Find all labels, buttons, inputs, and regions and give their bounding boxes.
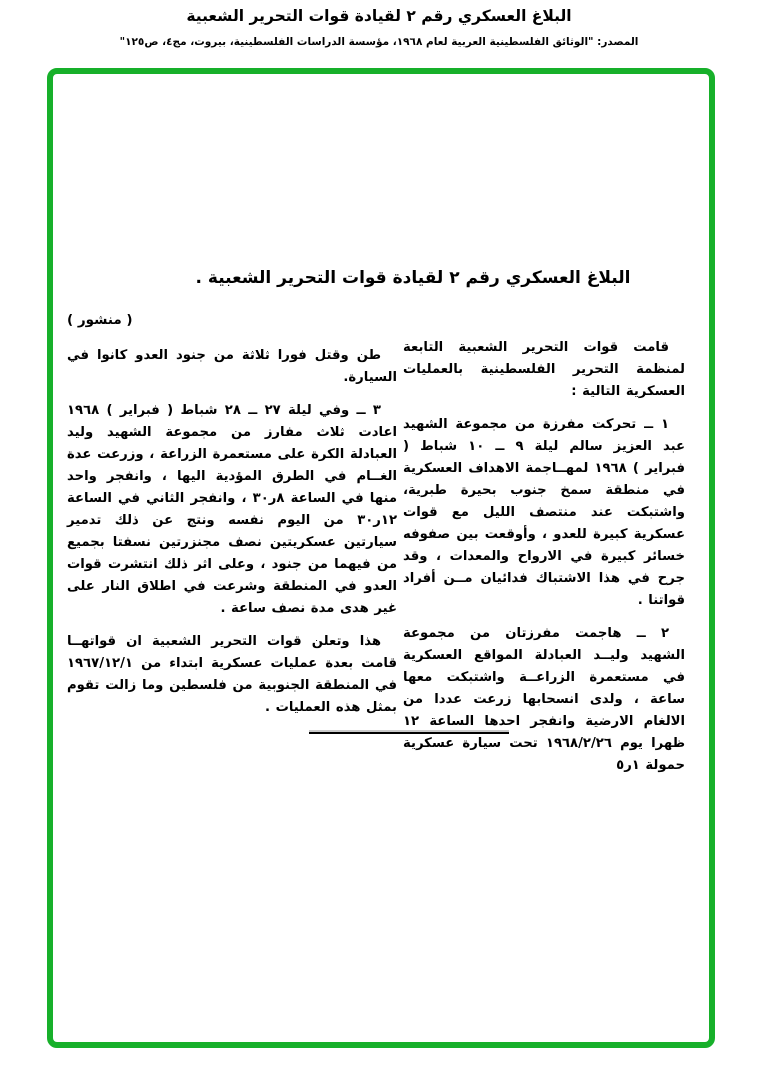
paragraph: قامت قوات التحرير الشعبية التابعة لمنظمة التحرير الفلسطينية بالعمليات العسكرية التالية :: [403, 340, 685, 399]
paragraph: ٣ ــ وفي ليلة ٢٧ ــ ٢٨ شباط ( فبراير ) ١٩٦٨ اعادت ثلاث مفارز من مجموعة الشهيد وليد العبادلة الكرة على مستعمرة الزراعة ، وزرعت عدة الغــام في الطرق المؤدية اليها ، وانفجر واحد منها في الساعة ٨ر٣٠ ، وانفجر الثاني في الساعة ١٢ر٣٠ من اليوم نفسه ونتج عن ذلك تدمير سيارتين عسكريتين نصف مجنزرتين نسفتا بجميع من فيهما من جنود ، وعلى اثر ذلك انتشرت قوات العدو في المنطقة وشرعت في اطلاق النار على غير هدى مدة نصف ساعة .: [67, 403, 397, 616]
paragraph: ١ ــ تحركت مفرزة من مجموعة الشهيد عبد العزيز سالم ليلة ٩ ــ ١٠ شباط ( فبراير ) ١٩٦٨ لمهــاجمة الاهداف العسكرية في منطقة سمخ جنوب بحيرة طبرية، واشتبكت عند منتصف الليل مع قوات عسكرية كبيرة للعدو ، وأوقعت بين صفوفه خسائر كبيرة في الارواح والمعدات ، وقد جرح في هذا الاشتباك فدائيان مــن أفراد قواتنا .: [403, 417, 685, 608]
document-title: البلاغ العسكري رقم ٢ لقيادة قوات التحرير الشعبية .: [195, 268, 631, 288]
divider-line: [309, 732, 509, 734]
document-frame: [47, 68, 715, 1048]
page-header-source: المصدر: "الوثائق الفلسطينية العربية لعام ١٩٦٨، مؤسسة الدراسات الفلسطينية، بيروت، مج٤، ص١٢٥": [119, 36, 639, 48]
text-column-left: [67, 345, 397, 730]
paragraph: ٢ ــ هاجمت مفرزتان من مجموعة الشهيد وليــد العبادلة المواقع العسكرية في مستعمرة الزراعــة واشتبكت معها ساعة ، ولدى انسحابها زرعت عددا من الالغام الارضية وانفجر احدها الساعة ١٢ ظهرا يوم ١٩٦٨/٢/٢٦ تحت سيارة عسكرية حمولة ١ر٥: [403, 626, 685, 773]
paragraph: هذا وتعلن قوات التحرير الشعبية ان قواتهــا قامت بعدة عمليات عسكرية ابتداء من ١٩٦٧/١٢/١ في المنطقة الجنوبية من فلسطين وما زالت تقوم بمثل هذه العمليات .: [67, 634, 397, 715]
paragraph: طن وقتل فورا ثلاثة من جنود العدو كانوا في السيارة.: [67, 348, 397, 385]
text-column-right: [403, 337, 685, 788]
page-header-title: البلاغ العسكري رقم ٢ لقيادة قوات التحرير الشعبية: [186, 7, 572, 25]
publication-label: ( منشور ): [67, 312, 133, 328]
